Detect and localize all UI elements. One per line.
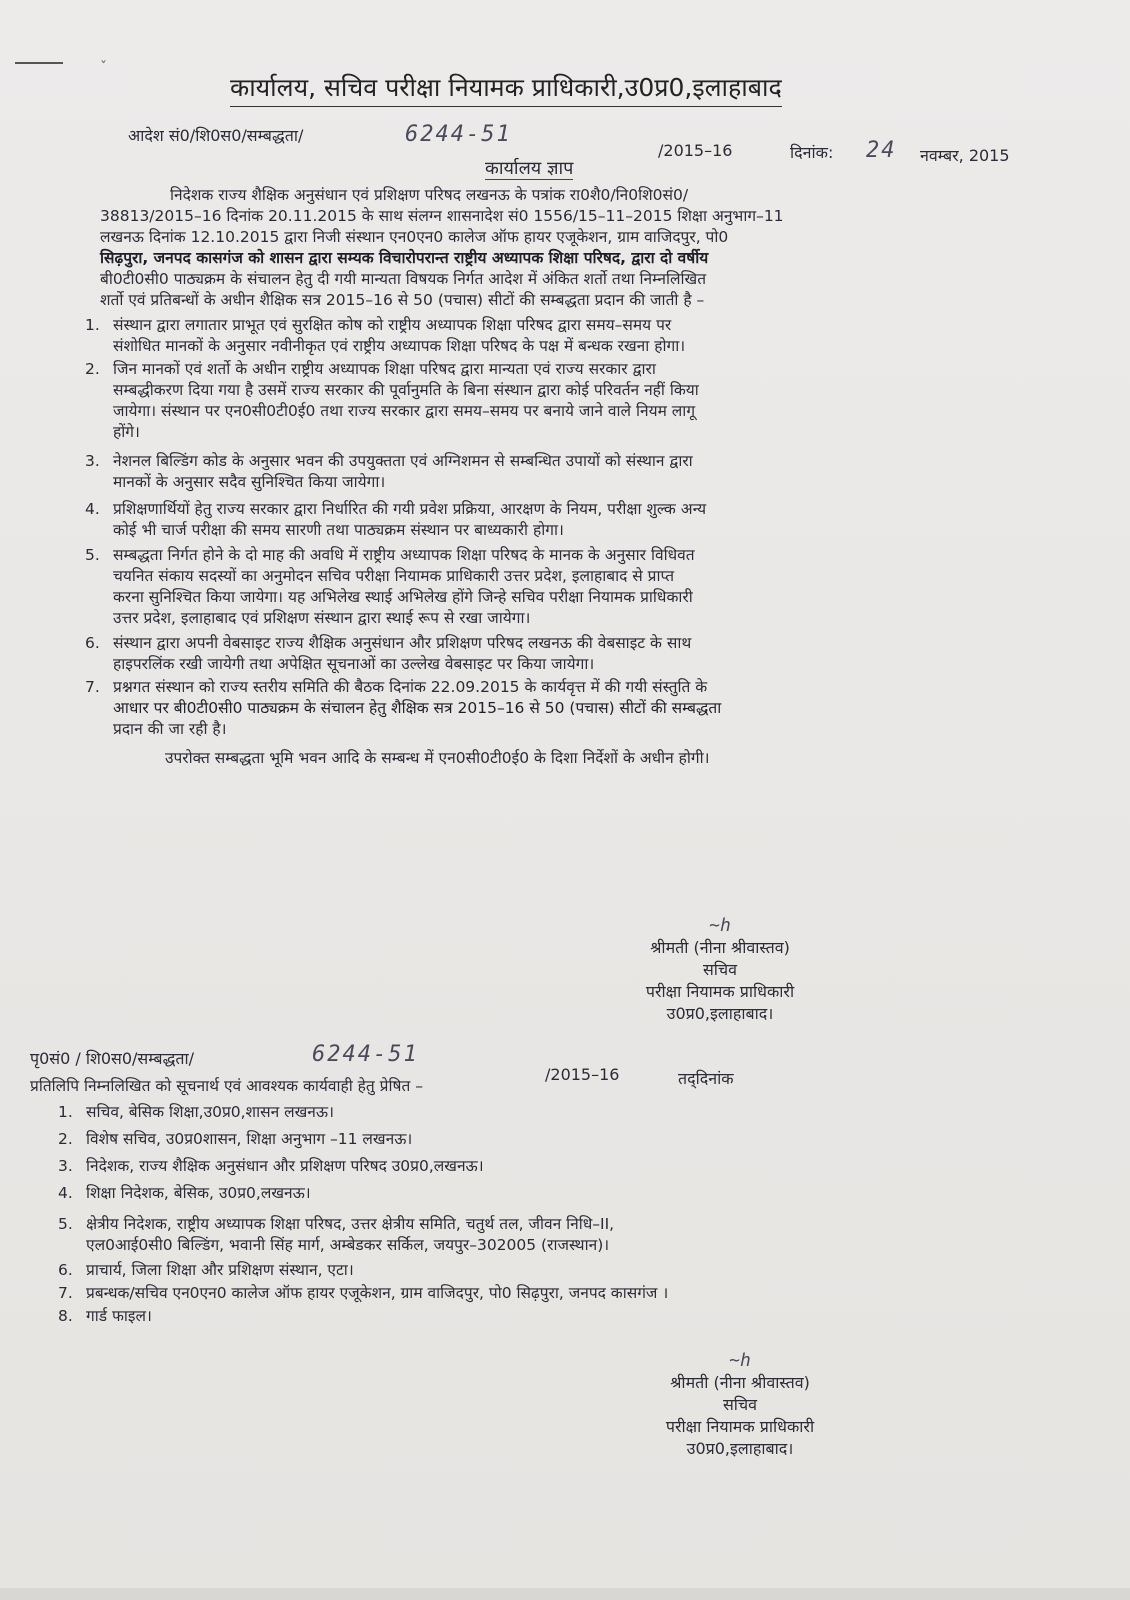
- recipient-text: प्राचार्य, जिला शिक्षा और प्रशिक्षण संस्थान, एटा।: [86, 1261, 354, 1279]
- condition-text: सम्बद्धीकरण दिया गया है उसमें राज्य सरकार की पूर्वानुमति के बिना संस्थान द्वारा कोई परिवर्तन नहीं किया: [113, 381, 699, 399]
- copy-ref-year: /2015–16: [545, 1065, 620, 1084]
- signature-block-copy: [620, 1350, 860, 1459]
- signature-initial: ~h: [709, 915, 731, 936]
- intro-line: सिढ़पुरा, जनपद कासगंज को शासन द्वारा सम्यक विचारोपरान्त राष्ट्रीय अध्यापक शिक्षा परिषद, द्वारा दो वर्षीय: [100, 249, 709, 267]
- recipient-text: एल0आई0सी0 बिल्डिंग, भवानी सिंह मार्ग, अम्बेडकर सर्किल, जयपुर–302005 (राजस्थान)।: [86, 1236, 610, 1254]
- recipient-text: क्षेत्रीय निदेशक, राष्ट्रीय अध्यापक शिक्षा परिषद, उत्तर क्षेत्रीय समिति, चतुर्थ तल, जीवन निधि–II,: [86, 1215, 615, 1233]
- condition-number: 3.: [85, 452, 100, 470]
- recipient-item: [58, 1283, 1068, 1304]
- condition-item: [85, 677, 1085, 740]
- scan-edge: [0, 1588, 1130, 1600]
- date-month-year: नवम्बर, 2015: [920, 146, 1010, 165]
- condition-text: उत्तर प्रदेश, इलाहाबाद एवं प्रशिक्षण संस्थान द्वारा स्थाई रूप से रखा जायेगा।: [113, 609, 531, 627]
- recipient-number: 3.: [58, 1157, 73, 1175]
- copy-ref-handwritten: 6244-51: [312, 1042, 419, 1067]
- recipient-text: प्रबन्धक/सचिव एन0एन0 कालेज ऑफ हायर एजूकेशन, ग्राम वाजिदपुर, पो0 सिढ़पुरा, जनपद कासगंज ।: [86, 1284, 669, 1302]
- signatory-designation: सचिव: [702, 960, 738, 979]
- condition-item: [85, 451, 1085, 493]
- order-number-prefix: आदेश सं0/शि0स0/सम्बद्धता/: [128, 126, 304, 145]
- recipient-number: 8.: [58, 1307, 73, 1325]
- recipient-item: [58, 1102, 1068, 1123]
- signatory-name: श्रीमती (नीना श्रीवास्तव): [670, 1373, 810, 1392]
- condition-item: [85, 499, 1085, 541]
- condition-text: होंगे।: [113, 423, 140, 441]
- condition-text: नेशनल बिल्डिंग कोड के अनुसार भवन की उपयुक्तता एवं अग्निशमन से सम्बन्धित उपायों को संस्थान द्वारा: [113, 452, 693, 470]
- condition-text: आधार पर बी0टी0सी0 पाठ्यक्रम के संचालन हेतु शैक्षिक सत्र 2015–16 से 50 (पचास) सीटों की सम्बद्धता: [113, 699, 722, 717]
- condition-text: कोई भी चार्ज परीक्षा की समय सारणी तथा पाठ्यक्रम संस्थान पर बाध्यकारी होगा।: [113, 521, 564, 539]
- pencil-mark: [15, 62, 63, 64]
- signatory-office: परीक्षा नियामक प्राधिकारी: [665, 1417, 815, 1436]
- signatory-designation: सचिव: [722, 1395, 758, 1414]
- intro-line: 38813/2015–16 दिनांक 20.11.2015 के साथ संलग्न शासनादेश सं0 1556/15–11–2015 शिक्षा अनुभाग–11: [100, 207, 784, 225]
- copy-ref-prefix: पृ0सं0 / शि0स0/सम्बद्धता/: [30, 1049, 195, 1068]
- condition-text: हाइपरलिंक रखी जायेगी तथा अपेक्षित सूचनाओं का उल्लेख वेबसाइट पर किया जायेगा।: [113, 655, 595, 673]
- condition-text: प्रदान की जा रही है।: [113, 720, 227, 738]
- recipient-number: 6.: [58, 1261, 73, 1279]
- copy-ref-date: तद्‌दिनांक: [678, 1069, 734, 1088]
- order-number-handwritten: 6244-51: [405, 122, 512, 147]
- signatory-place: उ0प्र0,इलाहाबाद।: [666, 1004, 774, 1023]
- recipient-item: [58, 1183, 1068, 1204]
- condition-text: संशोधित मानकों के अनुसार नवीनीकृत एवं राष्ट्रीय अध्यापक शिक्षा परिषद के पक्ष में बन्धक रखना होगा।: [113, 337, 686, 355]
- recipient-text: सचिव, बेसिक शिक्षा,उ0प्र0,शासन लखनऊ।: [86, 1103, 334, 1121]
- date-label: दिनांक:: [790, 143, 834, 162]
- intro-line: शर्तो एवं प्रतिबन्धों के अधीन शैक्षिक सत्र 2015–16 से 50 (पचास) सीटों की सम्बद्धता प्रदान की जाती है –: [100, 291, 705, 309]
- memo-heading: कार्यालय ज्ञाप: [485, 158, 574, 179]
- recipient-text: विशेष सचिव, उ0प्र0शासन, शिक्षा अनुभाग –11 लखनऊ।: [86, 1130, 413, 1148]
- recipient-number: 1.: [58, 1103, 73, 1121]
- condition-text: संस्थान द्वारा लगातार प्राभूत एवं सुरक्षित कोष को राष्ट्रीय अध्यापक शिक्षा परिषद द्वारा समय–समय पर: [113, 316, 672, 334]
- condition-item: [85, 359, 1085, 443]
- recipient-text: गार्ड फाइल।: [86, 1307, 152, 1325]
- order-year: /2015–16: [658, 141, 733, 160]
- condition-number: 1.: [85, 316, 100, 334]
- copy-intro: प्रतिलिपि निम्नलिखित को सूचनार्थ एवं आवश्यक कार्यवाही हेतु प्रेषित –: [30, 1077, 423, 1095]
- recipient-number: 5.: [58, 1215, 73, 1233]
- office-title: कार्यालय, सचिव परीक्षा नियामक प्राधिकारी,उ0प्र0,इलाहाबाद: [230, 70, 782, 107]
- intro-paragraph: [100, 185, 1090, 311]
- recipient-item: [58, 1306, 1068, 1327]
- condition-number: 2.: [85, 360, 100, 378]
- closing-line: उपरोक्त सम्बद्धता भूमि भवन आदि के सम्बन्ध में एन0सी0टी0ई0 के दिशा निर्देशों के अधीन होगी।: [165, 749, 710, 767]
- recipient-number: 4.: [58, 1184, 73, 1202]
- intro-line: बी0टी0सी0 पाठ्यक्रम के संचालन हेतु दी गयी मान्यता विषयक निर्गत आदेश में अंकित शर्तो तथा निम्नलिखित: [100, 270, 707, 288]
- intro-line: लखनऊ दिनांक 12.10.2015 द्वारा निजी संस्थान एन0एन0 कालेज ऑफ हायर एजूकेशन, ग्राम वाजिदपुर, पो0: [100, 228, 729, 246]
- signatory-office: परीक्षा नियामक प्राधिकारी: [645, 982, 795, 1001]
- date-day-handwritten: 24: [866, 138, 897, 163]
- condition-text: करना सुनिश्चित किया जायेगा। यह अभिलेख स्थाई अभिलेख होंगे जिन्हे सचिव परीक्षा नियामक प्राधिकारी: [113, 588, 693, 606]
- condition-text: चयनित संकाय सदस्यों का अनुमोदन सचिव परीक्षा नियामक प्राधिकारी उत्तर प्रदेश, इलाहाबाद से प्राप्त: [113, 567, 675, 585]
- condition-item: [85, 315, 1085, 357]
- condition-number: 4.: [85, 500, 100, 518]
- condition-text: मानकों के अनुसार सदैव सुनिश्चित किया जायेगा।: [113, 473, 386, 491]
- recipient-number: 2.: [58, 1130, 73, 1148]
- condition-number: 7.: [85, 678, 100, 696]
- intro-line: निदेशक राज्य शैक्षिक अनुसंधान एवं प्रशिक्षण परिषद लखनऊ के पत्रांक रा0शै0/नि0शि0सं0/: [170, 186, 689, 204]
- recipient-item: [58, 1129, 1068, 1150]
- signature-initial: ~h: [729, 1350, 751, 1371]
- recipients-list: [58, 1102, 1068, 1327]
- condition-text: संस्थान द्वारा अपनी वेबसाइट राज्य शैक्षिक अनुसंधान और प्रशिक्षण परिषद लखनऊ की वेबसाइट के साथ: [113, 634, 692, 652]
- recipient-text: शिक्षा निदेशक, बेसिक, उ0प्र0,लखनऊ।: [86, 1184, 311, 1202]
- condition-number: 5.: [85, 546, 100, 564]
- conditions-list: [85, 315, 1085, 769]
- signature-block: [600, 915, 840, 1024]
- signatory-place: उ0प्र0,इलाहाबाद।: [686, 1439, 794, 1458]
- condition-text: सम्बद्धता निर्गत होने के दो माह की अवधि में राष्ट्रीय अध्यापक शिक्षा परिषद के मानक के अनुसार विधिवत: [113, 546, 695, 564]
- pencil-dot: ˇ: [100, 60, 107, 76]
- recipient-text: निदेशक, राज्य शैक्षिक अनुसंधान और प्रशिक्षण परिषद उ0प्र0,लखनऊ।: [86, 1157, 484, 1175]
- condition-item: [85, 545, 1085, 629]
- recipient-item: [58, 1156, 1068, 1177]
- recipient-item: [58, 1260, 1068, 1281]
- signatory-name: श्रीमती (नीना श्रीवास्तव): [650, 938, 790, 957]
- condition-number: 6.: [85, 634, 100, 652]
- condition-text: प्रश्नगत संस्थान को राज्य स्तरीय समिति की बैठक दिनांक 22.09.2015 के कार्यवृत्त में की गयी संस्तुति के: [113, 678, 708, 696]
- condition-text: जायेगा। संस्थान पर एन0सी0टी0ई0 तथा राज्य सरकार द्वारा समय–समय पर बनाये जाने वाले नियम लागू: [113, 402, 696, 420]
- condition-text: जिन मानकों एवं शर्तो के अधीन राष्ट्रीय अध्यापक शिक्षा परिषद द्वारा मान्यता एवं राज्य सरकार द्वारा: [113, 360, 656, 378]
- recipient-number: 7.: [58, 1284, 73, 1302]
- condition-item: [85, 633, 1085, 675]
- recipient-item: [58, 1214, 1068, 1256]
- condition-text: प्रशिक्षणार्थियों हेतु राज्य सरकार द्वारा निर्धारित की गयी प्रवेश प्रक्रिया, आरक्षण के नियम, परीक्षा शुल्क अन्य: [113, 500, 707, 518]
